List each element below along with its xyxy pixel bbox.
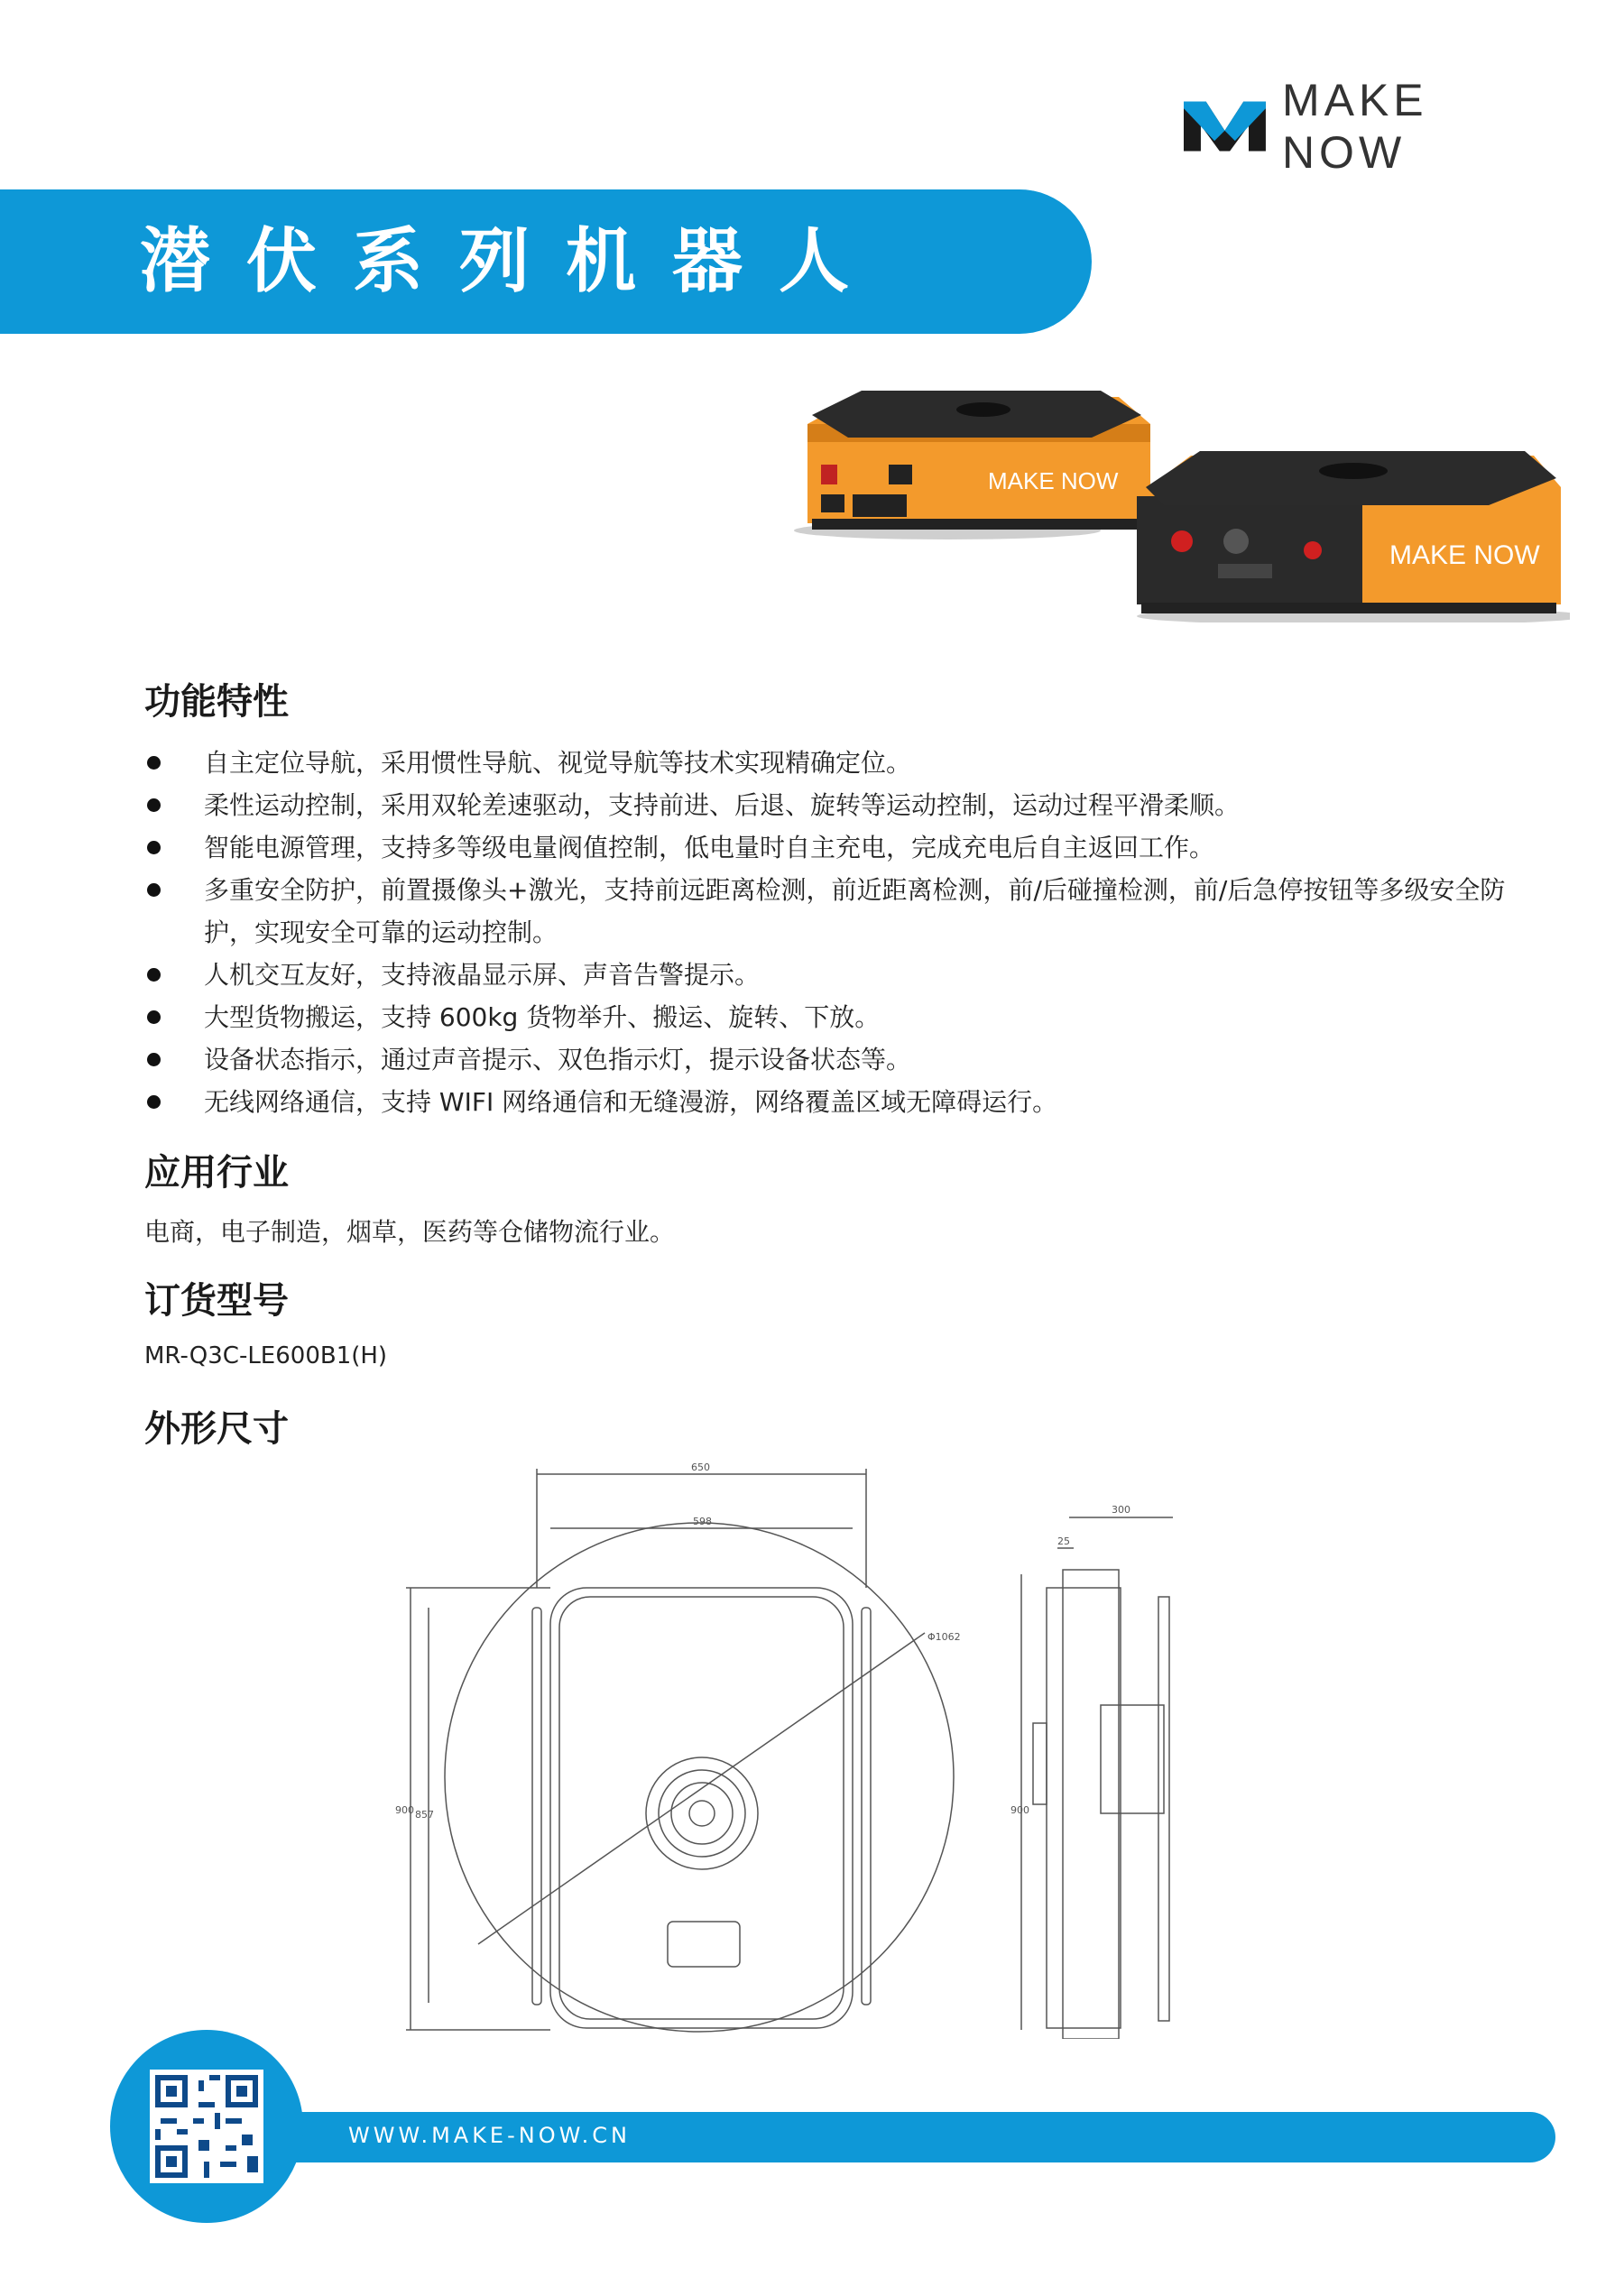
bullet-icon xyxy=(147,841,161,854)
feature-item xyxy=(144,1038,1534,1081)
feature-text: 柔性运动控制，采用双轮差速驱动，支持前进、后退、旋转等运动控制，运动过程平滑柔顺。 xyxy=(204,790,1241,820)
dim-top-outer: 650 xyxy=(691,1462,710,1473)
industry-heading: 应用行业 xyxy=(144,1152,289,1194)
robot-left-label: MAKE NOW xyxy=(988,467,1119,494)
dim-diameter: Φ1062 xyxy=(927,1631,961,1643)
page-title: 潜伏系列机器人 xyxy=(140,221,886,302)
bullet-icon xyxy=(147,756,161,770)
turning-circle xyxy=(445,1523,954,2032)
feature-item xyxy=(144,869,1534,954)
qr-badge xyxy=(110,2030,303,2223)
feature-item xyxy=(144,954,1534,996)
dim-side-width: 300 xyxy=(1112,1504,1130,1516)
feature-text: 多重安全防护，前置摄像头+激光，支持前远距离检测，前近距离检测，前/后碰撞检测，前/后急停按钮等多级安全防护，实现安全可靠的运动控制。 xyxy=(204,875,1506,947)
feature-item xyxy=(144,784,1534,826)
features-heading: 功能特性 xyxy=(144,681,289,723)
bullet-icon xyxy=(147,1095,161,1109)
side-view xyxy=(1010,1504,1173,2039)
feature-text: 人机交互友好，支持液晶显示屏、声音告警提示。 xyxy=(204,960,761,990)
feature-item xyxy=(144,826,1534,869)
qr-code-icon[interactable] xyxy=(150,2070,263,2183)
dim-top-inner: 598 xyxy=(693,1516,712,1527)
bullet-icon xyxy=(147,798,161,812)
robot-outline xyxy=(550,1588,853,2028)
feature-text: 无线网络通信，支持 WIFI 网络通信和无缝漫游，网络覆盖区域无障碍运行。 xyxy=(204,1087,1058,1117)
dim-left-outer: 900 xyxy=(395,1804,414,1816)
dimension-drawing xyxy=(379,1462,1245,2039)
footer-bar xyxy=(180,2112,1555,2162)
brand-logo xyxy=(1184,75,1554,178)
dimension-heading: 外形尺寸 xyxy=(144,1408,289,1450)
dim-side-height: 900 xyxy=(1010,1804,1029,1816)
robot-right-label: MAKE NOW xyxy=(1389,540,1540,570)
bullet-icon xyxy=(147,1053,161,1066)
make-now-logo-icon xyxy=(1184,95,1266,158)
feature-text: 自主定位导航，采用惯性导航、视觉导航等技术实现精确定位。 xyxy=(204,748,912,778)
features-list xyxy=(144,742,1534,1123)
model-heading: 订货型号 xyxy=(144,1280,289,1322)
feature-item xyxy=(144,742,1534,784)
robot-right xyxy=(1137,451,1570,622)
industry-text: 电商，电子制造，烟草，医药等仓储物流行业。 xyxy=(144,1217,676,1247)
dim-left-inner: 857 xyxy=(415,1809,434,1821)
website-url[interactable]: WWW.MAKE-NOW.CN xyxy=(348,2123,631,2148)
feature-text: 设备状态指示，通过声音提示、双色指示灯，提示设备状态等。 xyxy=(204,1045,912,1074)
bullet-icon xyxy=(147,883,161,897)
robot-left xyxy=(794,391,1150,539)
model-number: MR-Q3C-LE600B1(H) xyxy=(144,1342,388,1369)
feature-text: 大型货物搬运，支持 600kg 货物举升、搬运、旋转、下放。 xyxy=(204,1002,881,1032)
bullet-icon xyxy=(147,1010,161,1024)
feature-item xyxy=(144,1081,1534,1123)
product-image xyxy=(794,388,1570,622)
logo-text: MAKE NOW xyxy=(1281,75,1428,178)
bullet-icon xyxy=(147,968,161,982)
title-banner xyxy=(0,189,1092,334)
feature-item xyxy=(144,996,1534,1038)
dim-side-small: 25 xyxy=(1057,1535,1070,1547)
feature-text: 智能电源管理，支持多等级电量阀值控制，低电量时自主充电，完成充电后自主返回工作。 xyxy=(204,833,1215,862)
